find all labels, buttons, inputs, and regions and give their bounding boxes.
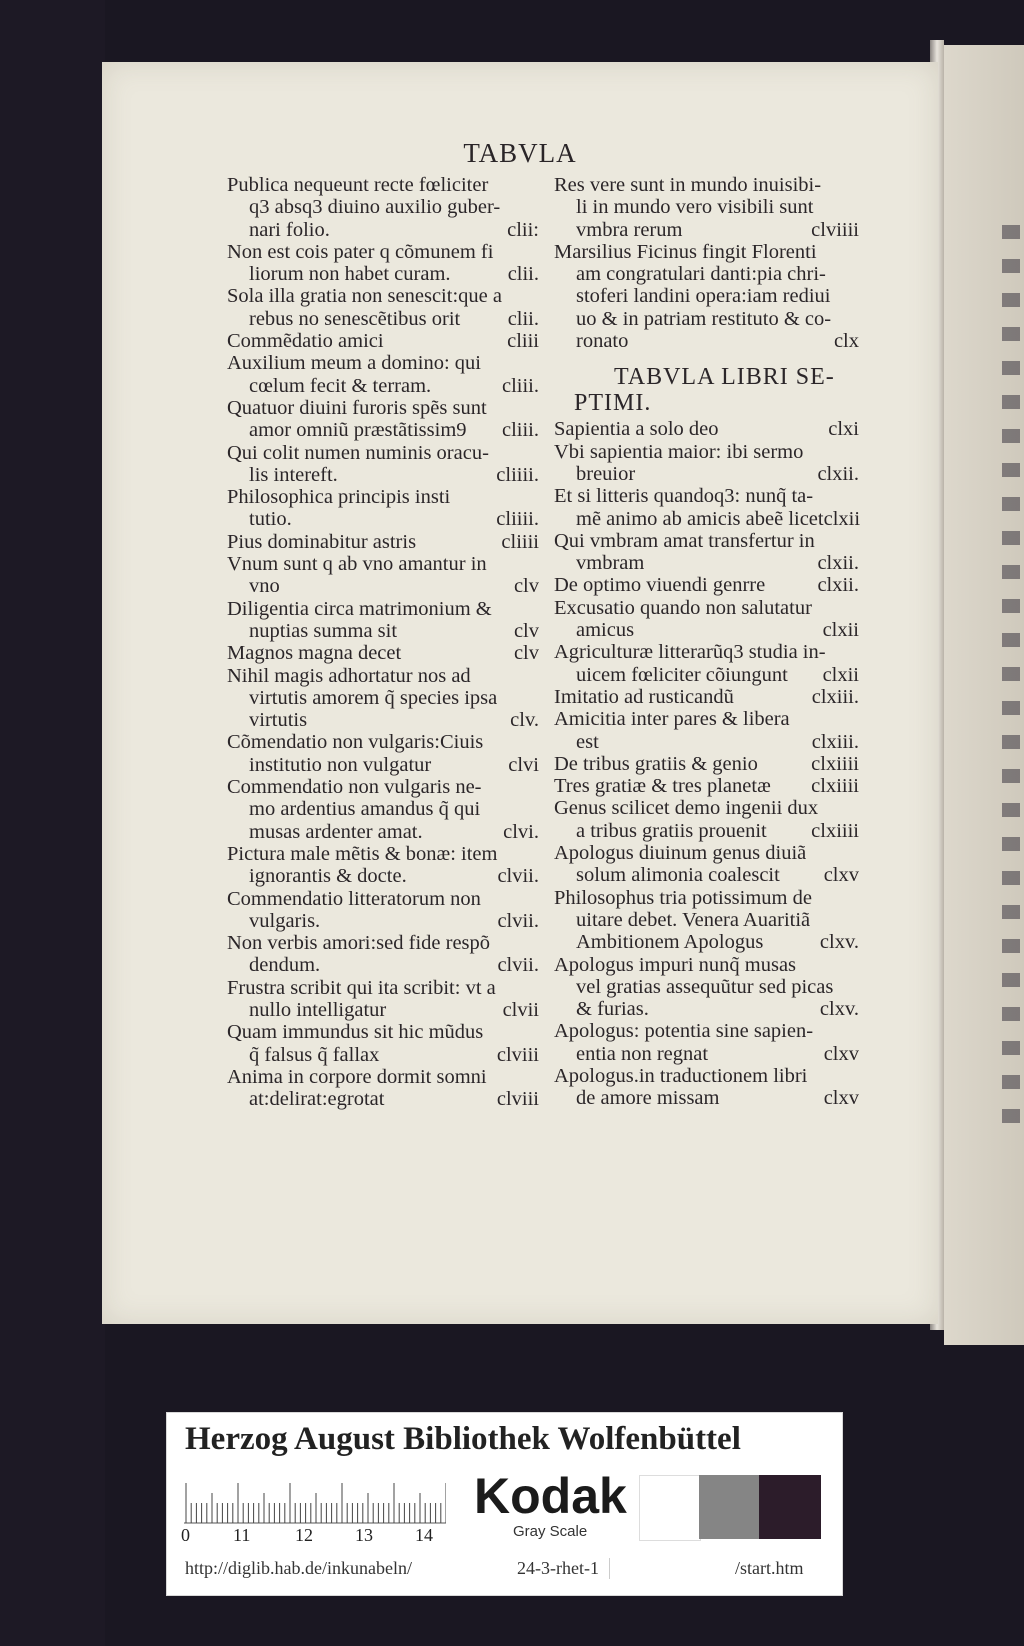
folio-number: clxv	[823, 1042, 859, 1065]
entry-text: solum alimonia coalescit	[576, 864, 780, 887]
entry-line: Non verbis amori:sed fide respõ	[227, 932, 491, 955]
entry-last-line	[227, 910, 539, 932]
url-prefix: http://diglib.hab.de/inkunabeln/	[185, 1558, 412, 1578]
entry-text: nari folio.	[249, 218, 330, 241]
entry-last-line	[227, 419, 539, 441]
entry-text: Ambitionem Apologus	[576, 931, 764, 954]
entry-last-line	[227, 642, 539, 664]
folio-number: clxiiii	[811, 819, 859, 842]
entry-line: Pictura male mẽtis & bonæ: item	[227, 842, 498, 865]
kodak-logo: Kodak	[474, 1468, 627, 1524]
folio-number: clxv.	[819, 998, 859, 1021]
index-entry	[227, 442, 539, 487]
folio-number: clxiiii	[811, 752, 859, 775]
index-entry	[227, 553, 539, 598]
entry-last-line	[227, 531, 539, 553]
entry-line: uitare debet. Venera Auaritiã	[576, 908, 811, 931]
entry-line: mo ardentius amandus q̃ qui	[249, 798, 481, 821]
entry-last-line	[227, 821, 539, 843]
entry-text: a tribus gratiis prouenit	[576, 819, 767, 842]
folio-number: clvii.	[497, 954, 539, 977]
entry-line: Quam immundus sit hic mũdus	[227, 1021, 484, 1044]
entry-text: mẽ animo ab amicis abeẽ licet	[576, 507, 824, 530]
entry-text: dendum.	[249, 954, 321, 977]
index-entry	[227, 1021, 539, 1066]
index-entry	[554, 441, 859, 486]
index-entry	[554, 485, 859, 530]
entry-line: Philosophica principis insti	[227, 486, 451, 509]
entry-line: Qui vmbram amat transfertur in	[554, 529, 815, 552]
index-entry	[554, 775, 859, 797]
index-entry	[554, 686, 859, 708]
ruler-numbers	[181, 1525, 461, 1547]
entry-text: Sapientia a solo deo	[554, 418, 719, 441]
folio-number: cliii.	[501, 374, 539, 397]
right-column-entries-bottom	[554, 418, 859, 1109]
scale-ruler	[184, 1473, 446, 1525]
index-entry	[227, 598, 539, 643]
index-entry	[227, 531, 539, 553]
ruler-number: 14	[415, 1525, 433, 1545]
section-title: TABVLA LIBRI SE- PTIMI.	[574, 364, 835, 417]
entry-line: Auxilium meum a domino: qui	[227, 352, 481, 375]
entry-last-line	[554, 463, 859, 485]
folio-number: cliii.	[501, 419, 539, 442]
entry-text: lis intereft.	[249, 463, 338, 486]
entry-text: de amore missam	[576, 1087, 720, 1110]
ruler-number: 13	[355, 1525, 373, 1545]
entry-text: ignorantis & docte.	[249, 865, 407, 888]
folio-number: clxii	[823, 507, 861, 530]
index-entry	[227, 932, 539, 977]
entry-last-line	[554, 731, 859, 753]
entry-line: Anima in corpore dormit somni	[227, 1065, 487, 1088]
folio-number: clv	[513, 619, 539, 642]
entry-line: Publica nequeunt recte fœliciter	[227, 174, 489, 196]
index-entry	[554, 753, 859, 775]
entry-last-line	[554, 864, 859, 886]
index-entry	[554, 887, 859, 954]
folio-number: cliiii.	[496, 463, 539, 486]
gray-patch-dark	[759, 1475, 821, 1539]
entry-last-line	[227, 330, 539, 352]
index-entry	[227, 888, 539, 933]
entry-line: Sola illa gratia non senescit:que a	[227, 285, 502, 308]
entry-last-line	[554, 1043, 859, 1065]
entry-line: li in mundo vero visibili sunt	[576, 196, 814, 219]
entry-last-line	[554, 820, 859, 842]
index-entry	[227, 241, 539, 286]
folio-number: clxiii.	[811, 730, 859, 753]
index-entry	[554, 174, 859, 241]
entry-line: am congratulari danti:pia chri-	[576, 263, 826, 286]
entry-text: tutio.	[249, 508, 292, 531]
folio-number: clviii	[496, 1043, 539, 1066]
index-entry	[227, 977, 539, 1022]
index-entry	[554, 641, 859, 686]
folio-number: clviii	[496, 1088, 539, 1111]
folio-number: clxii.	[817, 462, 859, 485]
index-entry	[554, 797, 859, 842]
entry-text: Commẽdatio amici	[227, 330, 384, 353]
entry-line: stoferi landini opera:iam rediui	[576, 285, 831, 308]
entry-line: uo & in patriam restituto & co-	[576, 307, 832, 330]
entry-text: De tribus gratiis & genio	[554, 752, 758, 775]
ruler-number: 0	[181, 1525, 190, 1545]
adjacent-page-edge	[944, 45, 1024, 1345]
folio-number: clxii	[822, 619, 859, 642]
entry-line: Et si litteris quandoq3: nunq̃ ta-	[554, 485, 814, 508]
index-entry	[227, 285, 539, 330]
entry-line: Excusatio quando non salutatur	[554, 596, 812, 619]
ruler-number: 12	[295, 1525, 313, 1545]
entry-text: Pius dominabitur astris	[227, 530, 417, 553]
index-entry	[227, 1066, 539, 1111]
folio-number: cliiii.	[496, 508, 539, 531]
entry-last-line	[227, 308, 539, 330]
entry-line: Apologus impuri nunq̃ musas	[554, 953, 797, 976]
entry-last-line	[554, 330, 859, 352]
folio-number: clxv	[823, 1087, 859, 1110]
index-entry	[227, 843, 539, 888]
library-name: Herzog August Bibliothek Wolfenbüttel	[185, 1421, 741, 1457]
entry-line: Apologus.in traductionem libri	[554, 1064, 808, 1087]
entry-text: De optimo viuendi genrre	[554, 574, 766, 597]
index-entry	[554, 597, 859, 642]
entry-last-line	[554, 775, 859, 797]
ruler-number: 11	[233, 1525, 251, 1545]
folio-number: clvii.	[497, 909, 539, 932]
entry-line: Non est cois pater q cõmunem fi	[227, 240, 494, 263]
entry-last-line	[554, 931, 859, 953]
index-entry	[554, 1020, 859, 1065]
entry-line: Genus scilicet demo ingenii dux	[554, 797, 819, 820]
entry-text: ronato	[576, 330, 629, 353]
entry-text: cœlum fecit & terram.	[249, 374, 432, 397]
entry-last-line	[227, 620, 539, 642]
entry-last-line	[227, 375, 539, 397]
folio-number: clii:	[507, 218, 539, 241]
folio-number: clv.	[510, 709, 539, 732]
index-entry	[227, 352, 539, 397]
entry-line: Philosophus tria potissimum de	[554, 886, 812, 909]
index-entry	[227, 397, 539, 442]
folio-number: clv	[513, 575, 539, 598]
folio-number: clvii	[502, 998, 539, 1021]
entry-text: est	[576, 730, 599, 753]
entry-last-line	[554, 552, 859, 574]
entry-line: Vbi sapientia maior: ibi sermo	[554, 440, 804, 463]
entry-line: virtutis amorem q̃ species ipsa	[249, 686, 498, 709]
folio-number: clvi	[508, 753, 539, 776]
entry-line: Commendatio non vulgaris ne-	[227, 776, 482, 799]
entry-last-line	[554, 574, 859, 596]
folio-number: cliii	[507, 330, 539, 353]
entry-line: Frustra scribit qui ita scribit: vt a	[227, 976, 496, 999]
entry-line: Marsilius Ficinus fingit Florenti	[554, 240, 817, 263]
entry-last-line	[554, 686, 859, 708]
entry-text: vno	[249, 575, 280, 598]
index-entry	[554, 241, 859, 352]
entry-text: institutio non vulgatur	[249, 753, 432, 776]
entry-line: q3 absq3 diuino auxilio guber-	[249, 196, 501, 219]
index-entry	[554, 842, 859, 887]
shelfmark-id: 24-3-rhet-1	[517, 1558, 610, 1579]
background-left	[0, 0, 105, 1646]
folio-number: cliiii	[501, 530, 539, 553]
index-entry	[554, 954, 859, 1021]
entry-line: Qui colit numen numinis oracu-	[227, 441, 489, 464]
entry-last-line	[227, 865, 539, 887]
index-entry	[554, 708, 859, 753]
entry-last-line	[227, 1044, 539, 1066]
entry-text: vmbra rerum	[576, 218, 683, 241]
gray-scale-label: Gray Scale	[513, 1523, 588, 1540]
entry-text: virtutis	[249, 709, 308, 732]
folio-number: clxii.	[817, 574, 859, 597]
index-entry	[227, 330, 539, 352]
entry-line: Nihil magis adhortatur nos ad	[227, 664, 471, 687]
index-entry	[554, 1065, 859, 1110]
entry-text: at:delirat:egrotat	[249, 1088, 385, 1111]
entry-last-line	[554, 219, 859, 241]
entry-line: Vnum sunt q ab vno amantur in	[227, 553, 487, 576]
entry-text: Tres gratiæ & tres planetæ	[554, 775, 771, 798]
index-entry	[227, 486, 539, 531]
url-suffix: /start.htm	[735, 1558, 804, 1578]
entry-text: Magnos magna decet	[227, 642, 402, 665]
folio-number: clxv.	[819, 931, 859, 954]
index-entry	[227, 665, 539, 732]
folio-number: clx	[833, 330, 859, 353]
entry-line: Cõmendatio non vulgaris:Ciuis	[227, 731, 484, 754]
entry-last-line	[554, 1087, 859, 1109]
library-scale-card	[166, 1412, 843, 1596]
entry-text: rebus no senescẽtibus orit	[249, 307, 461, 330]
entry-last-line	[227, 709, 539, 731]
book-page	[102, 62, 938, 1324]
entry-line: Commendatio litteratorum non	[227, 887, 481, 910]
folio-number: clii.	[507, 307, 539, 330]
right-column-entries-top	[554, 174, 859, 352]
entry-line: Apologus diuinum genus diuiã	[554, 842, 807, 865]
entry-last-line	[227, 464, 539, 486]
entry-last-line	[554, 998, 859, 1020]
entry-text: amor omniũ præstãtissim9	[249, 419, 467, 442]
index-entry	[227, 776, 539, 843]
entry-last-line	[554, 508, 859, 530]
entry-text: uicem fœliciter cõiungunt	[576, 663, 788, 686]
entry-text: amicus	[576, 619, 635, 642]
folio-number: clxv	[823, 864, 859, 887]
entry-line: Quatuor diuini furoris spẽs sunt	[227, 396, 487, 419]
entry-text: breuior	[576, 462, 636, 485]
entry-last-line	[227, 954, 539, 976]
entry-text: nullo intelligatur	[249, 998, 387, 1021]
entry-text: nuptias summa sit	[249, 619, 398, 642]
entry-last-line	[554, 619, 859, 641]
folio-number: clii.	[507, 263, 539, 286]
left-column	[227, 174, 539, 1110]
entry-last-line	[227, 575, 539, 597]
entry-last-line	[554, 664, 859, 686]
folio-number: clv	[513, 642, 539, 665]
entry-text: vmbram	[576, 552, 645, 575]
entry-last-line	[554, 418, 859, 440]
folio-number: clvi.	[503, 820, 539, 843]
entry-last-line	[227, 1088, 539, 1110]
entry-line: Res vere sunt in mundo inuisibi-	[554, 174, 822, 196]
folio-number: clvii.	[497, 865, 539, 888]
index-entry	[554, 574, 859, 596]
gray-patch-white	[639, 1475, 701, 1541]
folio-number: clxiiii	[811, 775, 859, 798]
entry-last-line	[227, 508, 539, 530]
entry-text: musas ardenter amat.	[249, 820, 423, 843]
folio-number: clxi	[828, 418, 859, 441]
index-entry	[227, 174, 539, 241]
gray-patch-mid	[699, 1475, 759, 1539]
entry-text: & furias.	[576, 998, 649, 1021]
folio-number: clviiii	[811, 218, 859, 241]
entry-last-line	[554, 753, 859, 775]
folio-number: clxii.	[817, 552, 859, 575]
index-entry	[227, 731, 539, 776]
entry-text: liorum non habet curam.	[249, 263, 451, 286]
folio-number: clxiii.	[811, 685, 859, 708]
entry-line: Amicitia inter pares & libera	[554, 708, 790, 731]
index-entry	[554, 418, 859, 440]
index-entry	[554, 530, 859, 575]
entry-last-line	[227, 999, 539, 1021]
page-header: TABVLA	[463, 138, 577, 168]
right-column	[554, 174, 859, 1110]
folio-number: clxii	[822, 663, 859, 686]
entry-last-line	[227, 754, 539, 776]
entry-text: q̃ falsus q̃ fallax	[249, 1043, 380, 1066]
entry-last-line	[227, 263, 539, 285]
entry-text: vulgaris.	[249, 909, 321, 932]
entry-text: Imitatio ad rusticandũ	[554, 685, 734, 708]
entry-line: Apologus: potentia sine sapien-	[554, 1020, 814, 1043]
entry-line: Agriculturæ litterarũq3 studia in-	[554, 641, 826, 664]
entry-line: vel gratias assequũtur sed picas	[576, 975, 834, 998]
index-entry	[227, 642, 539, 664]
entry-last-line	[227, 219, 539, 241]
entry-line: Diligentia circa matrimonium &	[227, 597, 492, 620]
entry-text: entia non regnat	[576, 1042, 709, 1065]
